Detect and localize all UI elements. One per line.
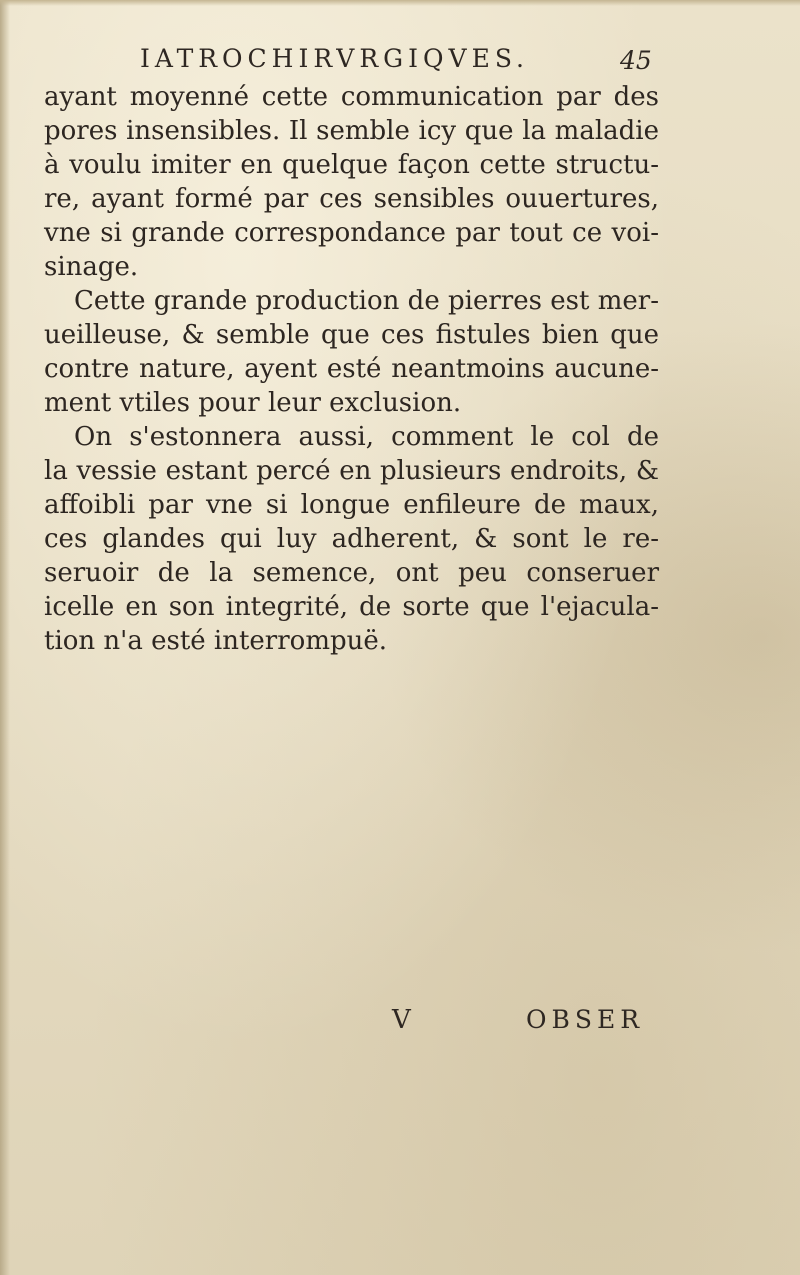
text-line: ces glandes qui luy adherent, & sont le re- — [44, 524, 659, 554]
text-line: ayant moyenné cette communication par des — [44, 82, 659, 112]
text-line: sinage. — [44, 252, 139, 282]
signature-mark: V — [392, 1005, 411, 1035]
page-gutter-shadow — [0, 0, 10, 1275]
text-line: vne si grande correspondance par tout ce voi- — [44, 218, 659, 248]
text-line: icelle en son integrité, de sorte que l'ejacula- — [44, 592, 659, 622]
text-line: la vessie estant percé en plusieurs endroits, & — [44, 456, 659, 486]
page-number: 45 — [620, 46, 652, 75]
catchword: OBSER — [526, 1005, 645, 1034]
text-line: pores insensibles. Il semble icy que la maladie — [44, 116, 659, 146]
running-head: IATROCHIRVRGIQVES. — [140, 44, 529, 73]
page-footer — [40, 1005, 660, 1045]
paragraph-first-line: On s'estonnera aussi, comment le col de — [74, 422, 659, 452]
text-line: seruoir de la semence, ont peu conseruer — [44, 558, 659, 588]
text-line: contre nature, ayent esté neantmoins aucune- — [44, 354, 659, 384]
page-header — [40, 44, 660, 84]
body-text — [44, 80, 659, 658]
text-line: affoibli par vne si longue enfileure de maux, — [44, 490, 659, 520]
text-line: ment vtiles pour leur exclusion. — [44, 388, 462, 418]
text-line: re, ayant formé par ces sensibles ouuertures, — [44, 184, 659, 214]
text-line: à voulu imiter en quelque façon cette structu- — [44, 150, 659, 180]
page-top-shadow — [0, 0, 800, 6]
text-line: ueilleuse, & semble que ces fistules bien que — [44, 320, 659, 350]
text-line: tion n'a esté interrompuë. — [44, 626, 388, 656]
paragraph-first-line: Cette grande production de pierres est mer- — [74, 286, 659, 316]
